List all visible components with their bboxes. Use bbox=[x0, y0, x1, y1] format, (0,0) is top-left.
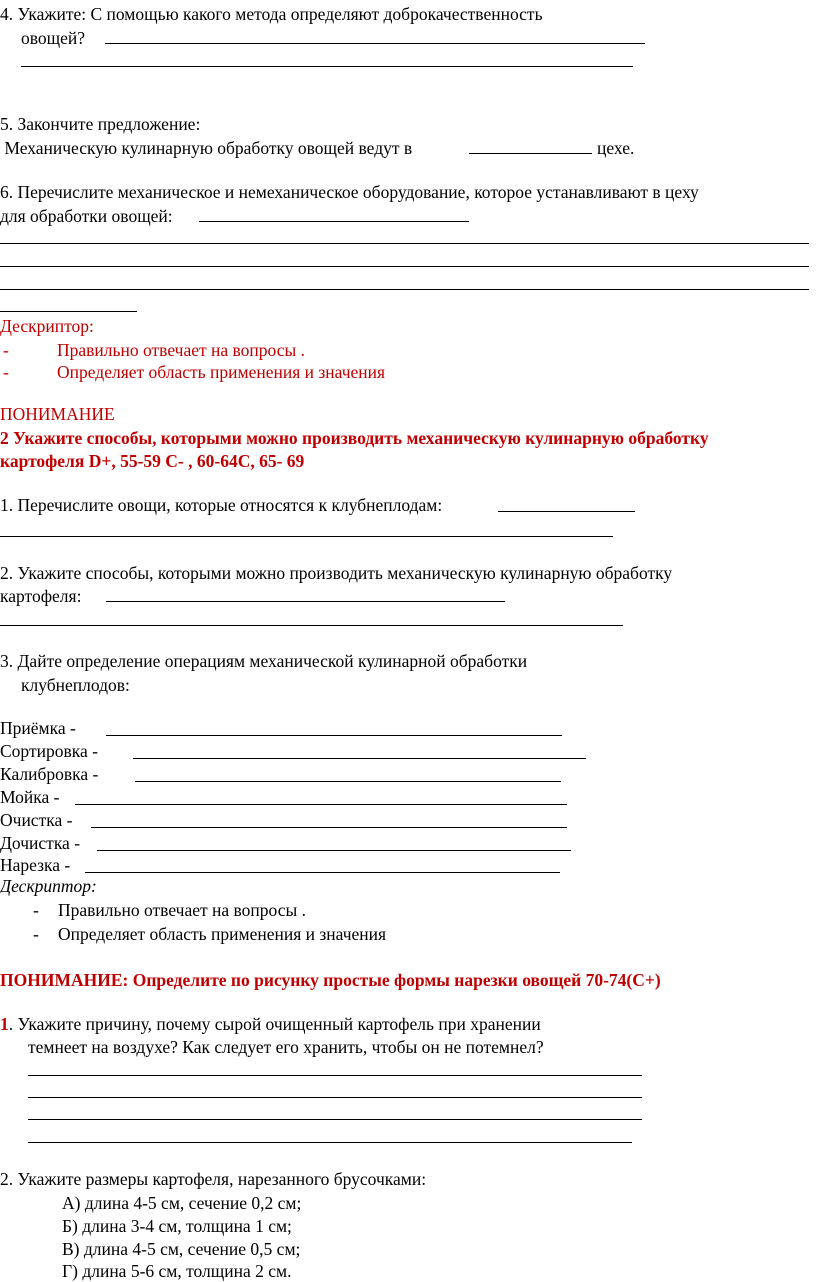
q5-sentence-end: цехе. bbox=[597, 138, 635, 158]
answer-line bbox=[0, 243, 809, 244]
operation-label: Сортировка - bbox=[0, 741, 98, 761]
descriptor-dash: - bbox=[33, 900, 39, 920]
answer-line bbox=[133, 758, 586, 759]
p3-line2: клубнеплодов: bbox=[21, 675, 130, 695]
answer-line bbox=[106, 601, 505, 602]
p2-line1: 2. Укажите способы, которыми можно производить механическую кулинарную обработку bbox=[0, 563, 673, 583]
option-b: Б) длина 3-4 см, толщина 1 см; bbox=[62, 1216, 292, 1236]
answer-line bbox=[28, 1119, 642, 1120]
operation-label: Мойка - bbox=[0, 787, 60, 807]
answer-line bbox=[0, 266, 809, 267]
descriptor-item: Правильно отвечает на вопросы . bbox=[57, 340, 305, 360]
descriptor-dash: - bbox=[3, 362, 9, 382]
section-heading: ПОНИМАНИЕ bbox=[0, 404, 115, 424]
q4-line2: овощей? bbox=[21, 28, 86, 48]
answer-line bbox=[135, 781, 561, 782]
c2-question: 2. Укажите размеры картофеля, нарезанного брусочками: bbox=[0, 1169, 427, 1189]
descriptor-dash: - bbox=[3, 340, 9, 360]
descriptor-title: Дескриптор: bbox=[0, 316, 94, 336]
question-text: . Укажите причину, почему сырой очищенный картофель при хранении bbox=[8, 1014, 541, 1034]
option-c: В) длина 4-5 см, сечение 0,5 см; bbox=[62, 1239, 301, 1259]
answer-line bbox=[28, 1142, 632, 1143]
answer-line bbox=[85, 872, 560, 873]
p1-text: 1. Перечислите овощи, которые относятся к клубнеплодам: bbox=[0, 495, 443, 515]
p2-line2: картофеля: bbox=[0, 586, 82, 606]
answer-line bbox=[75, 804, 567, 805]
descriptor-dash: - bbox=[33, 924, 39, 944]
q5-sentence-start: Механическую кулинарную обработку овощей ведут в bbox=[0, 138, 413, 158]
answer-line bbox=[0, 289, 809, 290]
q5-heading: 5. Закончите предложение: bbox=[0, 114, 201, 134]
q6-line1: 6. Перечислите механическое и немеханическое оборудование, которое устанавливают в цеху bbox=[0, 182, 699, 202]
answer-line bbox=[28, 1075, 642, 1076]
answer-line bbox=[106, 735, 562, 736]
option-d: Г) длина 5-6 см, толщина 2 см. bbox=[62, 1261, 292, 1281]
answer-line bbox=[105, 43, 645, 44]
answer-line bbox=[91, 827, 567, 828]
operation-label: Нарезка - bbox=[0, 855, 71, 875]
option-a: А) длина 4-5 см, сечение 0,2 см; bbox=[62, 1193, 302, 1213]
section-heading: ПОНИМАНИЕ: Определите по рисунку простые формы нарезки овощей 70-74(С+) bbox=[0, 970, 661, 990]
answer-line bbox=[0, 311, 137, 312]
operation-label: Дочистка - bbox=[0, 833, 81, 853]
question-number: 1 bbox=[0, 1014, 9, 1034]
descriptor-item: Определяет область применения и значения bbox=[57, 362, 386, 382]
descriptor-item: Определяет область применения и значения bbox=[58, 924, 387, 944]
descriptor-item: Правильно отвечает на вопросы . bbox=[58, 900, 306, 920]
q6-line2: для обработки овощей: bbox=[0, 206, 173, 226]
answer-blank bbox=[469, 153, 592, 154]
answer-line bbox=[498, 511, 635, 512]
operation-label: Калибровка - bbox=[0, 764, 99, 784]
c1-line1 bbox=[0, 1013, 541, 1035]
answer-line bbox=[199, 221, 469, 222]
q4-line1: 4. Укажите: С помощью какого метода определяют доброкачественность bbox=[0, 4, 543, 24]
answer-line bbox=[21, 66, 633, 67]
operation-label: Очистка - bbox=[0, 810, 73, 830]
p3-line1: 3. Дайте определение операциям механической кулинарной обработки bbox=[0, 651, 528, 671]
c1-line2: темнеет на воздухе? Как следует его хранить, чтобы он не потемнел? bbox=[28, 1037, 544, 1057]
answer-line bbox=[97, 850, 571, 851]
task-line2: картофеля D+, 55-59 C- , 60-64C, 65- 69 bbox=[0, 451, 305, 471]
descriptor-title: Дескриптор: bbox=[0, 876, 97, 896]
task-line1: 2 Укажите способы, которыми можно производить механическую кулинарную обработку bbox=[0, 428, 709, 448]
answer-line bbox=[28, 1097, 642, 1098]
answer-line bbox=[0, 536, 613, 537]
operation-label: Приёмка - bbox=[0, 718, 76, 738]
answer-line bbox=[0, 625, 623, 626]
